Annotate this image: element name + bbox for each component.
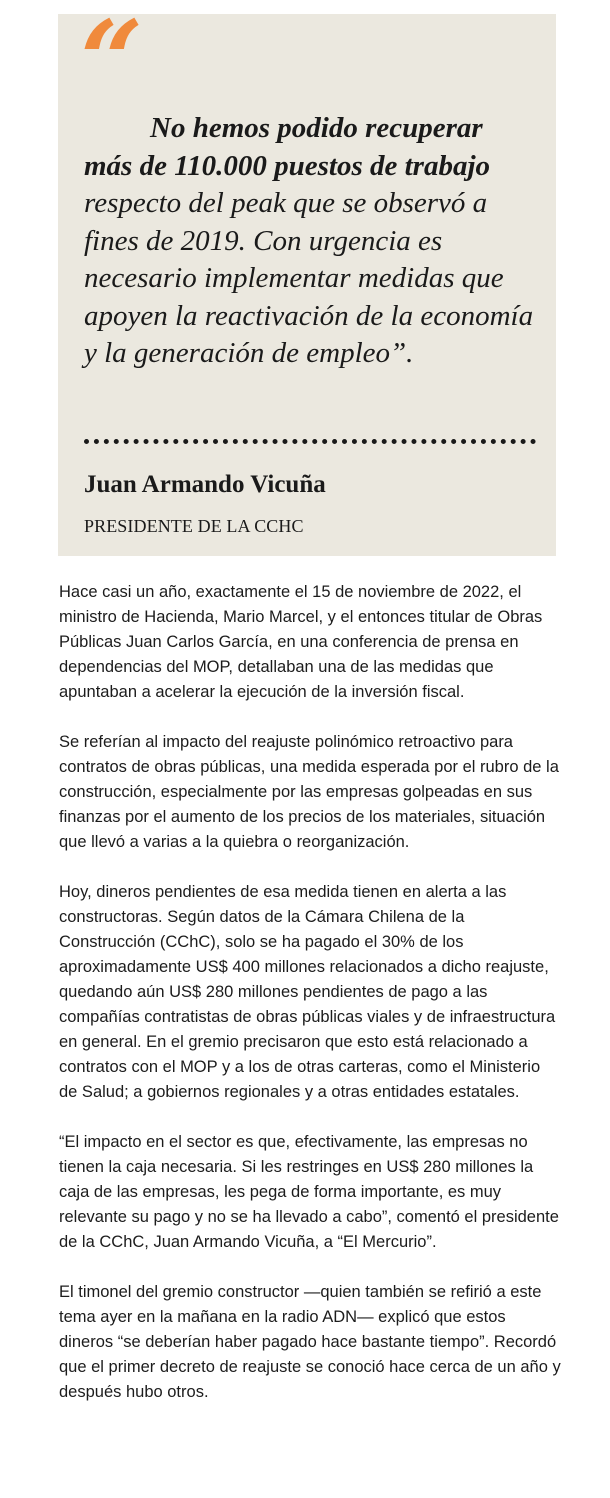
paragraph: “El impacto en el sector es que, efectivamente, las empresas no tienen la caja necesaria. Si les restringes en US$ 280 millones la caja de las empresas, les pega de forma importante, es muy relevante su pago y no se ha llevado a cabo”, comentó el presidente de la CChC, Juan Armando Vicuña, a “El Mercurio”. [59, 1133, 559, 1251]
quote-author: Juan Armando Vicuña [84, 471, 326, 498]
quote-italic-text: respecto del peak que se observó a fines de 2019. Con urgencia es necesario implementar medidas que apoyen la reactivación de la economía y la generación de empleo”. [84, 187, 534, 369]
quote-mark-icon: “ [80, 0, 144, 125]
quote-text [84, 110, 534, 373]
paragraph: Hoy, dineros pendientes de esa medida tienen en alerta a las constructoras. Según datos de la Cámara Chilena de la Construcción (CChC), solo se ha pagado el 30% de los aproximadamente US$ 400 millones relacionados a dicho reajuste, quedando aún US$ 280 millones pendientes de pago a las compañías contratistas de obras públicas viales y de infraestructura en general. En el gremio precisaron que esto está relacionado a contratos con el MOP y a los de otras carteras, como el Ministerio de Salud; a gobiernos regionales y a otras entidades estatales. [59, 883, 556, 1101]
quote-bold-text: No hemos podido recuperar más de 110.000 puestos de trabajo [84, 112, 491, 182]
article-body [59, 580, 561, 1430]
paragraph: Hace casi un año, exactamente el 15 de noviembre de 2022, el ministro de Hacienda, Mario Marcel, y el entonces titular de Obras Públicas Juan Carlos García, en una conferencia de prensa en dependencias del MOP, detallaban una de las medidas que apuntaban a acelerar la ejecución de la inversión fiscal. [59, 583, 543, 701]
quote-author-role: PRESIDENTE DE LA CCHC [84, 516, 304, 536]
paragraph: Se referían al impacto del reajuste polinómico retroactivo para contratos de obras públicas, una medida esperada por el rubro de la construcción, especialmente por las empresas golpeadas en sus finanzas por el aumento de los precios de los materiales, situación que llevó a varias a la quiebra o reorganización. [59, 733, 559, 851]
paragraph: El timonel del gremio constructor —quien también se refirió a este tema ayer en la mañana en la radio ADN— explicó que estos dineros “se deberían haber pagado hace bastante tiempo”. Recordó que el primer decreto de reajuste se conoció hace cerca de un año y después hubo otros. [59, 1283, 561, 1401]
pull-quote [58, 0, 556, 556]
dotted-divider [84, 439, 536, 444]
